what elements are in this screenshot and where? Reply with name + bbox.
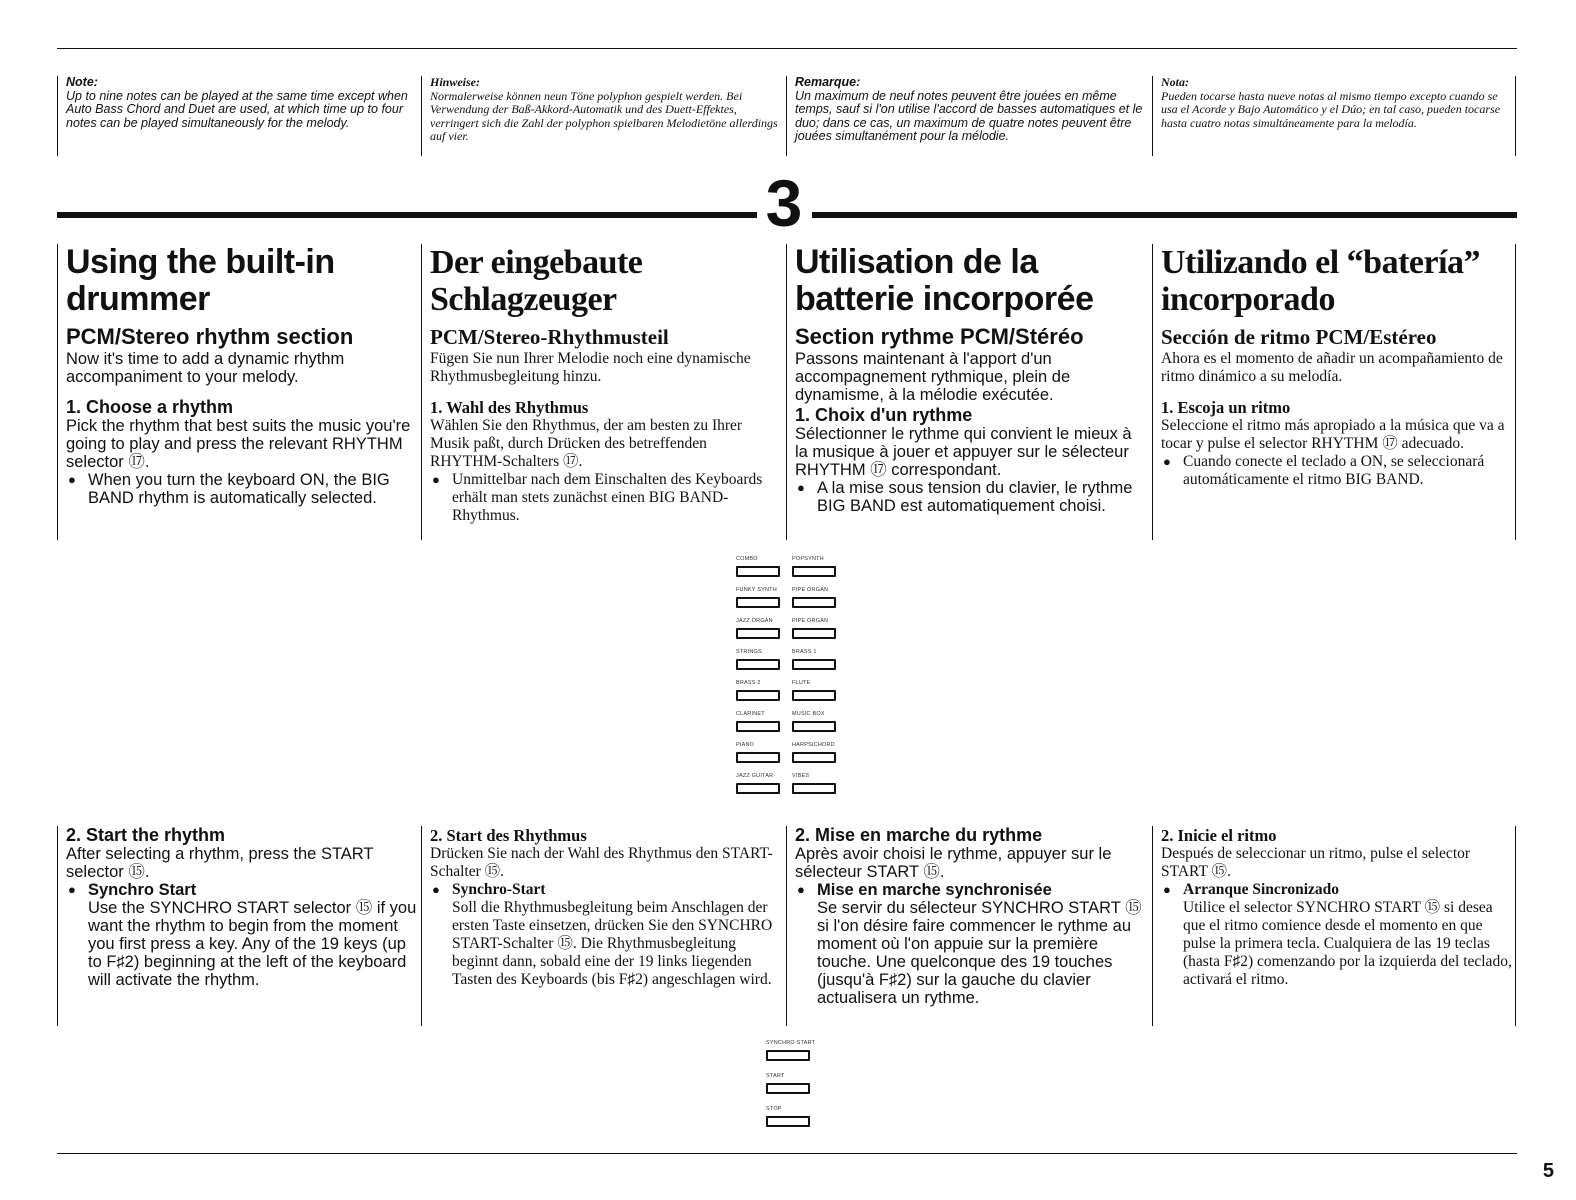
step-title: 1. Wahl des Rhythmus xyxy=(430,398,589,417)
rhythm-button-label: CLARINET xyxy=(736,711,765,717)
rhythm-button-label: PIPE ORGAN xyxy=(792,587,829,593)
step-text: Sélectionner le rythme qui convient le mieux à la musique à jouer et appuyer sur le sélecteur RHYTHM ⑰ correspondant. xyxy=(795,425,1132,479)
step-text: Seleccione el ritmo más apropiado a la música que va a tocar y pulse el selector RHYTHM ⑰ adecuado. xyxy=(1161,417,1505,452)
step-bullet: ● Cuando conecte el teclado a ON, se seleccionará automáticamente el ritmo BIG BAND. xyxy=(1161,453,1512,489)
note-title: Note: xyxy=(66,75,98,89)
step-bullet: ● Unmittelbar nach dem Einschalten des Keyboards erhält man stets zunächst einen BIG BAND-Rhythmus. xyxy=(430,471,781,525)
step-text: Wählen Sie den Rhythmus, der am besten zu Ihrer Musik paßt, durch Drücken des betreffenden RHYTHM-Schalters ⑰. xyxy=(430,417,743,470)
rhythm-button-label: HARPSICHORD xyxy=(792,742,835,748)
column-rule xyxy=(57,76,58,156)
step-text: After selecting a rhythm, press the START selector ⑮. xyxy=(66,845,374,881)
step-title: 2. Start the rhythm xyxy=(66,825,226,845)
bullet-text: Se servir du sélecteur SYNCHRO START ⑮ si l'on désire faire commencer le rythme au moment où l'on appuie sur la première touche. Une quelconque des 19 touches (jusqu'à F♯2) sur la gauche du clavier actualisera un rythme. xyxy=(817,899,1142,1007)
section-french xyxy=(786,244,1146,515)
control-button-label: START xyxy=(766,1073,785,1079)
rhythm-button[interactable] xyxy=(736,752,780,763)
rhythm-button-label: MUSIC BOX xyxy=(792,711,825,717)
section-spanish-step2 xyxy=(1152,826,1512,989)
stop-button[interactable] xyxy=(766,1116,810,1127)
synchro-start-button[interactable] xyxy=(766,1050,810,1061)
rhythm-button[interactable] xyxy=(792,721,836,732)
rhythm-button-label: FUNKY SYNTH xyxy=(736,587,777,593)
step-bullet xyxy=(66,881,417,989)
section-spanish xyxy=(1152,244,1512,489)
section-title: Utilizando el “batería” incorporado xyxy=(1161,244,1481,318)
step-bullet xyxy=(430,881,781,989)
rhythm-button[interactable] xyxy=(736,690,780,701)
section-intro: Now it's time to add a dynamic rhythm accompaniment to your melody. xyxy=(66,350,345,386)
section-intro: Ahora es el momento de añadir un acompañamiento de ritmo dinámico a su melodía. xyxy=(1161,350,1503,385)
bullet-text: Use the SYNCHRO START selector ⑮ if you want the rhythm to begin from the moment you first press a key. Any of the 19 keys (up to F♯2) beginning at the left of the keyboard will activate the rhythm. xyxy=(88,899,417,989)
rhythm-button[interactable] xyxy=(736,659,780,670)
section-title: Utilisation de la batterie incorporée xyxy=(795,243,1094,318)
bullet-title: ● Arranque Sincronizado xyxy=(1183,881,1340,898)
bullet-title: ● Synchro Start xyxy=(88,881,197,899)
rhythm-button[interactable] xyxy=(792,752,836,763)
column-rule xyxy=(1515,826,1516,1026)
rhythm-selector-panel xyxy=(736,556,846,802)
rhythm-button-label: PIANO xyxy=(736,742,755,748)
rhythm-button[interactable] xyxy=(736,628,780,639)
step-bullet: ● A la mise sous tension du clavier, le rythme BIG BAND est automatiquement choisi. xyxy=(795,479,1146,515)
rhythm-button[interactable] xyxy=(792,783,836,794)
section-french-step2 xyxy=(786,826,1146,1007)
rhythm-button[interactable] xyxy=(736,566,780,577)
section-intro: Passons maintenant à l'apport d'un accompagnement rythmique, plein de dynamisme, à la mélodie exécutée. xyxy=(795,350,1071,404)
section-subtitle: PCM/Stereo rhythm section xyxy=(66,324,354,349)
column-rule xyxy=(786,826,787,1026)
rhythm-button-label: JAZZ GUITAR xyxy=(736,773,774,779)
chapter-number: 3 xyxy=(765,166,803,240)
page-number: 5 xyxy=(1542,1160,1554,1182)
rhythm-button-label: PIPE ORGAN xyxy=(792,618,829,624)
column-rule xyxy=(57,826,58,1026)
step-title: 1. Choose a rhythm xyxy=(66,397,234,417)
section-title: Using the built-in drummer xyxy=(66,243,335,318)
column-rule xyxy=(421,244,422,540)
note-title: Nota: xyxy=(1161,75,1189,89)
rhythm-button[interactable] xyxy=(736,597,780,608)
bullet-text: Soll die Rhythmusbegleitung beim Anschlagen der ersten Taste einsetzen, drücken Sie den SYNCHRO START-Schalter ⑮. Die Rhythmusbegleitung beginnt dann, sobald eine der 19 links liegenden Tasten des Keyboards (bis F♯2) angeschlagen wird. xyxy=(452,899,773,988)
section-subtitle: Sección de ritmo PCM/Estéreo xyxy=(1161,325,1437,349)
rhythm-button-label: STRINGS xyxy=(736,649,762,655)
section-subtitle: Section rythme PCM/Stéréo xyxy=(795,324,1084,349)
step-bullet xyxy=(795,881,1146,1007)
rhythm-button-label: POPSYNTH xyxy=(792,556,824,562)
step-bullet: ● When you turn the keyboard ON, the BIG BAND rhythm is automatically selected. xyxy=(66,471,417,507)
column-rule xyxy=(786,244,787,540)
note-german xyxy=(421,76,781,144)
control-button-label: SYNCHRO START xyxy=(766,1040,816,1046)
note-spanish xyxy=(1152,76,1512,130)
bottom-rule xyxy=(57,1153,1517,1154)
step-title: 1. Escoja un ritmo xyxy=(1161,398,1291,417)
bullet-text: Utilice el selector SYNCHRO START ⑮ si desea que el ritmo comience desde el momento en que pulse la primera tecla. Cualquiera de las 19 teclas (hasta F♯2) comenzando por la izquierda del teclado, activará el ritmo. xyxy=(1183,899,1512,988)
rhythm-button[interactable] xyxy=(792,690,836,701)
column-rule xyxy=(421,826,422,1026)
section-english xyxy=(57,244,417,507)
chapter-band-left xyxy=(57,212,757,218)
step-title: 2. Start des Rhythmus xyxy=(430,826,587,845)
section-subtitle: PCM/Stereo-Rhythmusteil xyxy=(430,325,669,349)
section-german-step2 xyxy=(421,826,781,989)
column-rule xyxy=(1515,244,1516,540)
note-text: Up to nine notes can be played at the same time except when Auto Bass Chord and Duet are used, at which time up to four notes can be played simultaneously for the melody. xyxy=(66,88,408,130)
column-rule xyxy=(1515,76,1516,156)
rhythm-button-label: BRASS 2 xyxy=(736,680,761,686)
step-title: 2. Mise en marche du rythme xyxy=(795,825,1043,845)
section-title: Der eingebaute Schlagzeuger xyxy=(430,244,643,318)
start-control-panel xyxy=(766,1040,836,1130)
step-text: Pick the rhythm that best suits the music you're going to play and press the relevant RHYTHM selector ⑰. xyxy=(66,417,411,471)
rhythm-button[interactable] xyxy=(792,659,836,670)
control-button-label: STOP xyxy=(766,1106,782,1112)
note-title: Remarque: xyxy=(795,75,861,89)
bullet-title: ● Synchro-Start xyxy=(452,881,546,898)
note-english xyxy=(57,76,413,130)
rhythm-button[interactable] xyxy=(736,783,780,794)
bullet-title: ● Mise en marche synchronisée xyxy=(817,881,1052,899)
column-rule xyxy=(1152,826,1153,1026)
rhythm-button[interactable] xyxy=(792,597,836,608)
rhythm-button-label: VIBES xyxy=(792,773,810,779)
step-title: 1. Choix d'un rythme xyxy=(795,405,973,425)
rhythm-button-label: FLUTE xyxy=(792,680,811,686)
column-rule xyxy=(1152,76,1153,156)
note-text: Un maximum de neuf notes peuvent être jouées en même temps, sauf si l'on utilise l'accord de basses automatiques et le duo; dans ce cas, un maximum de quatre notes peuvent être jouées simultanément pour la mélodie. xyxy=(795,88,1143,143)
rhythm-button[interactable] xyxy=(792,628,836,639)
top-rule xyxy=(57,48,1517,49)
step-title: 2. Inicie el ritmo xyxy=(1161,826,1277,845)
rhythm-button-label: BRASS 1 xyxy=(792,649,817,655)
column-rule xyxy=(421,76,422,156)
note-french xyxy=(786,76,1146,144)
column-rule xyxy=(786,76,787,156)
rhythm-button-label: COMBO xyxy=(736,556,758,562)
note-text: Pueden tocarse hasta nueve notas al mismo tiempo excepto cuando se usa el Acorde y Bajo Automático y el Dúo; en tal caso, pueden tocarse hasta cuatro notas simultáneamente para la melodía. xyxy=(1161,88,1501,130)
section-english-step2 xyxy=(57,826,417,989)
rhythm-button[interactable] xyxy=(736,721,780,732)
column-rule xyxy=(1152,244,1153,540)
rhythm-button-label: JAZZ ORGAN xyxy=(736,618,773,624)
start-button[interactable] xyxy=(766,1083,810,1094)
note-title: Hinweise: xyxy=(430,75,480,89)
section-german xyxy=(421,244,781,525)
section-intro: Fügen Sie nun Ihrer Melodie noch eine dynamische Rhythmusbegleitung hinzu. xyxy=(430,350,751,385)
note-text: Normalerweise können neun Töne polyphon gespielt werden. Bei Verwendung der Baß-Akkord-Automatik und des Duett-Effektes, verringert sich die Zahl der polyphon spielbaren Melodietöne allerdings auf vier. xyxy=(430,88,778,143)
chapter-band-right xyxy=(812,212,1517,218)
rhythm-button[interactable] xyxy=(792,566,836,577)
step-text: Après avoir choisi le rythme, appuyer sur le sélecteur START ⑮. xyxy=(795,845,1112,881)
step-text: Después de seleccionar un ritmo, pulse el selector START ⑮. xyxy=(1161,845,1471,880)
step-text: Drücken Sie nach der Wahl des Rhythmus den START-Schalter ⑮. xyxy=(430,845,773,880)
column-rule xyxy=(57,244,58,540)
step-bullet xyxy=(1161,881,1512,989)
